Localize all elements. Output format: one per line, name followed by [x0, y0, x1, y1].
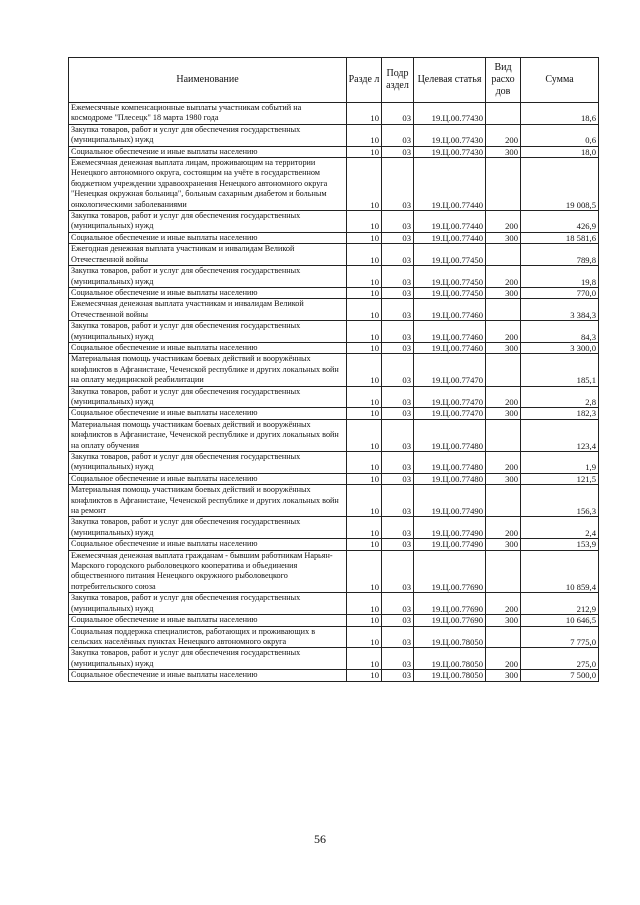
header-section: Разде л	[347, 58, 382, 103]
cell-kind: 300	[486, 287, 521, 298]
header-kind: Вид расхо дов	[486, 58, 521, 103]
table-row	[69, 615, 599, 626]
cell-sum: 7 775,0	[521, 626, 599, 648]
cell-target: 19.Ц.00.77430	[414, 124, 486, 146]
table-row	[69, 287, 599, 298]
cell-target: 19.Ц.00.77430	[414, 146, 486, 157]
cell-name: Закупка товаров, работ и услуг для обеспечения государственных (муниципальных) нужд	[69, 211, 347, 233]
table-row	[69, 452, 599, 474]
cell-target: 19.Ц.00.77450	[414, 287, 486, 298]
cell-kind	[486, 103, 521, 125]
cell-sum: 18 581,6	[521, 232, 599, 243]
cell-sum: 10 859,4	[521, 550, 599, 593]
cell-name: Закупка товаров, работ и услуг для обеспечения государственных (муниципальных) нужд	[69, 266, 347, 288]
cell-name: Закупка товаров, работ и услуг для обеспечения государственных (муниципальных) нужд	[69, 648, 347, 670]
cell-subsection: 03	[382, 670, 414, 681]
cell-name: Закупка товаров, работ и услуг для обеспечения государственных (муниципальных) нужд	[69, 124, 347, 146]
cell-subsection: 03	[382, 386, 414, 408]
cell-section: 10	[347, 158, 382, 211]
cell-kind	[486, 244, 521, 266]
table-row	[69, 539, 599, 550]
cell-sum: 19,8	[521, 266, 599, 288]
table-row	[69, 550, 599, 593]
cell-sum: 770,0	[521, 287, 599, 298]
cell-target: 19.Ц.00.77450	[414, 266, 486, 288]
cell-target: 19.Ц.00.77490	[414, 485, 486, 517]
cell-section: 10	[347, 485, 382, 517]
cell-sum: 153,9	[521, 539, 599, 550]
cell-sum: 7 500,0	[521, 670, 599, 681]
cell-sum: 156,3	[521, 485, 599, 517]
cell-section: 10	[347, 342, 382, 353]
cell-sum: 426,9	[521, 211, 599, 233]
table-row	[69, 158, 599, 211]
cell-subsection: 03	[382, 452, 414, 474]
cell-name: Ежемесячная денежная выплата гражданам - бывшим работникам Нарьян-Марского городского рыболовецкого кооператива и объединения общественного питания Ненецкого окружного рыболовецкого потребительского союза	[69, 550, 347, 593]
cell-name: Социальное обеспечение и иные выплаты населению	[69, 146, 347, 157]
cell-target: 19.Ц.00.77490	[414, 539, 486, 550]
table-row	[69, 419, 599, 451]
cell-subsection: 03	[382, 146, 414, 157]
cell-section: 10	[347, 287, 382, 298]
table-row	[69, 266, 599, 288]
header-name: Наименование	[69, 58, 347, 103]
cell-kind: 300	[486, 670, 521, 681]
cell-section: 10	[347, 299, 382, 321]
header-sum: Сумма	[521, 58, 599, 103]
cell-sum: 212,9	[521, 593, 599, 615]
table-row	[69, 321, 599, 343]
table-row	[69, 473, 599, 484]
cell-name: Социальное обеспечение и иные выплаты населению	[69, 342, 347, 353]
cell-section: 10	[347, 539, 382, 550]
cell-section: 10	[347, 124, 382, 146]
cell-section: 10	[347, 473, 382, 484]
cell-sum: 3 384,3	[521, 299, 599, 321]
cell-section: 10	[347, 386, 382, 408]
cell-kind	[486, 354, 521, 386]
cell-target: 19.Ц.00.77450	[414, 244, 486, 266]
cell-target: 19.Ц.00.78050	[414, 626, 486, 648]
cell-subsection: 03	[382, 124, 414, 146]
cell-target: 19.Ц.00.77440	[414, 232, 486, 243]
cell-kind: 300	[486, 473, 521, 484]
cell-section: 10	[347, 244, 382, 266]
cell-sum: 10 646,5	[521, 615, 599, 626]
cell-section: 10	[347, 615, 382, 626]
cell-name: Закупка товаров, работ и услуг для обеспечения государственных (муниципальных) нужд	[69, 452, 347, 474]
cell-sum: 2,4	[521, 517, 599, 539]
cell-sum: 123,4	[521, 419, 599, 451]
cell-target: 19.Ц.00.77470	[414, 386, 486, 408]
cell-subsection: 03	[382, 244, 414, 266]
cell-sum: 3 300,0	[521, 342, 599, 353]
cell-sum: 18,0	[521, 146, 599, 157]
cell-subsection: 03	[382, 232, 414, 243]
header-subsection: Подр аздел	[382, 58, 414, 103]
cell-section: 10	[347, 670, 382, 681]
cell-name: Социальное обеспечение и иные выплаты населению	[69, 287, 347, 298]
cell-kind: 200	[486, 321, 521, 343]
cell-subsection: 03	[382, 473, 414, 484]
cell-name: Материальная помощь участникам боевых действий и вооружённых конфликтов в Афганистане, Чеченской республике и других локальных войн на оплату обучения	[69, 419, 347, 451]
cell-section: 10	[347, 550, 382, 593]
cell-kind: 200	[486, 648, 521, 670]
page-number: 56	[314, 832, 326, 846]
cell-target: 19.Ц.00.77690	[414, 615, 486, 626]
cell-subsection: 03	[382, 539, 414, 550]
cell-name: Ежегодная денежная выплата участникам и инвалидам Великой Отечественной войны	[69, 244, 347, 266]
cell-subsection: 03	[382, 408, 414, 419]
cell-kind: 300	[486, 342, 521, 353]
cell-sum: 19 008,5	[521, 158, 599, 211]
cell-section: 10	[347, 266, 382, 288]
cell-name: Материальная помощь участникам боевых действий и вооружённых конфликтов в Афганистане, Чеченской республике и других локальных войн на оплату медицинской реабилитации	[69, 354, 347, 386]
cell-sum: 182,3	[521, 408, 599, 419]
cell-name: Закупка товаров, работ и услуг для обеспечения государственных (муниципальных) нужд	[69, 321, 347, 343]
cell-kind: 300	[486, 539, 521, 550]
cell-name: Закупка товаров, работ и услуг для обеспечения государственных (муниципальных) нужд	[69, 593, 347, 615]
cell-target: 19.Ц.00.77460	[414, 299, 486, 321]
table-row	[69, 670, 599, 681]
table-body	[69, 103, 599, 682]
cell-subsection: 03	[382, 321, 414, 343]
cell-kind: 300	[486, 408, 521, 419]
cell-subsection: 03	[382, 615, 414, 626]
cell-kind: 200	[486, 452, 521, 474]
cell-subsection: 03	[382, 211, 414, 233]
cell-name: Социальная поддержка специалистов, работающих и проживающих в сельских населённых пунктах Ненецкого автономного округа	[69, 626, 347, 648]
cell-kind: 200	[486, 124, 521, 146]
cell-kind: 300	[486, 615, 521, 626]
cell-kind	[486, 626, 521, 648]
cell-target: 19.Ц.00.77470	[414, 408, 486, 419]
cell-section: 10	[347, 103, 382, 125]
cell-target: 19.Ц.00.77490	[414, 517, 486, 539]
cell-name: Социальное обеспечение и иные выплаты населению	[69, 615, 347, 626]
cell-section: 10	[347, 211, 382, 233]
cell-section: 10	[347, 232, 382, 243]
table-row	[69, 124, 599, 146]
table-row	[69, 354, 599, 386]
table-row	[69, 386, 599, 408]
cell-name: Социальное обеспечение и иные выплаты населению	[69, 408, 347, 419]
cell-sum: 1,9	[521, 452, 599, 474]
cell-target: 19.Ц.00.77480	[414, 473, 486, 484]
cell-subsection: 03	[382, 626, 414, 648]
cell-kind: 300	[486, 232, 521, 243]
cell-kind: 200	[486, 593, 521, 615]
cell-section: 10	[347, 593, 382, 615]
cell-name: Материальная помощь участникам боевых действий и вооружённых конфликтов в Афганистане, Чеченской республике и других локальных войн на ремонт	[69, 485, 347, 517]
cell-section: 10	[347, 354, 382, 386]
table-row	[69, 342, 599, 353]
cell-sum: 275,0	[521, 648, 599, 670]
cell-name: Социальное обеспечение и иные выплаты населению	[69, 473, 347, 484]
cell-target: 19.Ц.00.77480	[414, 452, 486, 474]
cell-name: Закупка товаров, работ и услуг для обеспечения государственных (муниципальных) нужд	[69, 517, 347, 539]
cell-sum: 789,8	[521, 244, 599, 266]
table-row	[69, 232, 599, 243]
cell-subsection: 03	[382, 485, 414, 517]
cell-subsection: 03	[382, 517, 414, 539]
cell-section: 10	[347, 648, 382, 670]
cell-name: Ежемесячная денежная выплата участникам и инвалидам Великой Отечественной войны	[69, 299, 347, 321]
table-row	[69, 211, 599, 233]
cell-sum: 18,6	[521, 103, 599, 125]
cell-kind: 200	[486, 266, 521, 288]
cell-kind	[486, 550, 521, 593]
cell-subsection: 03	[382, 648, 414, 670]
cell-kind: 200	[486, 517, 521, 539]
cell-section: 10	[347, 408, 382, 419]
cell-subsection: 03	[382, 103, 414, 125]
cell-sum: 121,5	[521, 473, 599, 484]
header-target: Целевая статья	[414, 58, 486, 103]
cell-section: 10	[347, 146, 382, 157]
cell-target: 19.Ц.00.77690	[414, 593, 486, 615]
table-header-row	[69, 58, 599, 103]
table-row	[69, 146, 599, 157]
table-row	[69, 517, 599, 539]
cell-target: 19.Ц.00.77470	[414, 354, 486, 386]
cell-kind	[486, 485, 521, 517]
cell-subsection: 03	[382, 158, 414, 211]
cell-target: 19.Ц.00.77480	[414, 419, 486, 451]
cell-name: Социальное обеспечение и иные выплаты населению	[69, 539, 347, 550]
cell-target: 19.Ц.00.77440	[414, 211, 486, 233]
cell-kind: 300	[486, 146, 521, 157]
table-row	[69, 626, 599, 648]
cell-target: 19.Ц.00.77460	[414, 321, 486, 343]
cell-section: 10	[347, 452, 382, 474]
cell-name: Ежемесячные компенсационные выплаты участникам событий на космодроме "Плесецк" 18 марта 1980 года	[69, 103, 347, 125]
cell-name: Ежемесячная денежная выплата лицам, проживающим на территории Ненецкого автономного округа, состоящим на учёте в государственном бюджетном учреждении здравоохранения Ненецкого автономного округа "Ненецкая окружная больница", больным сахарным диабетом и больным онкологическими заболеваниями	[69, 158, 347, 211]
cell-section: 10	[347, 321, 382, 343]
cell-subsection: 03	[382, 419, 414, 451]
cell-target: 19.Ц.00.78050	[414, 670, 486, 681]
table-row	[69, 648, 599, 670]
table-row	[69, 103, 599, 125]
cell-target: 19.Ц.00.77460	[414, 342, 486, 353]
cell-subsection: 03	[382, 287, 414, 298]
cell-target: 19.Ц.00.77440	[414, 158, 486, 211]
cell-subsection: 03	[382, 266, 414, 288]
cell-sum: 185,1	[521, 354, 599, 386]
table-row	[69, 299, 599, 321]
cell-section: 10	[347, 517, 382, 539]
cell-name: Социальное обеспечение и иные выплаты населению	[69, 670, 347, 681]
table-row	[69, 593, 599, 615]
budget-table	[68, 57, 599, 682]
cell-name: Закупка товаров, работ и услуг для обеспечения государственных (муниципальных) нужд	[69, 386, 347, 408]
cell-target: 19.Ц.00.77690	[414, 550, 486, 593]
cell-sum: 2,8	[521, 386, 599, 408]
cell-sum: 84,3	[521, 321, 599, 343]
cell-name: Социальное обеспечение и иные выплаты населению	[69, 232, 347, 243]
cell-target: 19.Ц.00.77430	[414, 103, 486, 125]
cell-kind	[486, 299, 521, 321]
table-row	[69, 485, 599, 517]
cell-section: 10	[347, 626, 382, 648]
cell-subsection: 03	[382, 342, 414, 353]
cell-kind: 200	[486, 386, 521, 408]
cell-kind	[486, 158, 521, 211]
table-row	[69, 244, 599, 266]
cell-subsection: 03	[382, 550, 414, 593]
cell-subsection: 03	[382, 354, 414, 386]
cell-section: 10	[347, 419, 382, 451]
cell-subsection: 03	[382, 299, 414, 321]
cell-sum: 0,6	[521, 124, 599, 146]
cell-subsection: 03	[382, 593, 414, 615]
cell-target: 19.Ц.00.78050	[414, 648, 486, 670]
table-row	[69, 408, 599, 419]
cell-kind	[486, 419, 521, 451]
cell-kind: 200	[486, 211, 521, 233]
